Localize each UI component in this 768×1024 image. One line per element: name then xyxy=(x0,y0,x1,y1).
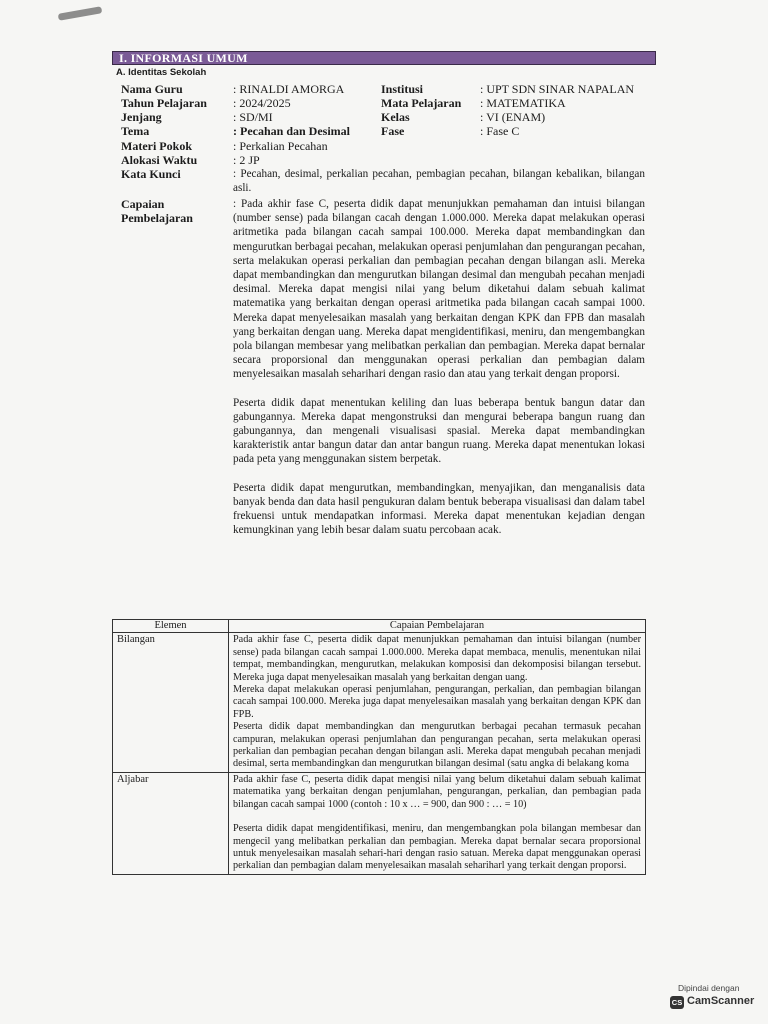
label-capaian-pembelajaran: Capaian Pembelajaran xyxy=(121,197,193,225)
value-tahun-pelajaran: : 2024/2025 xyxy=(233,96,291,110)
header-elemen: Elemen xyxy=(113,620,229,633)
section-subtitle: A. Identitas Sekolah xyxy=(116,67,207,78)
cell-paragraph: Peserta didik dapat mengidentifikasi, meniru, dan mengembangkan pola bilangan membesar dan mengecil yang melibatkan perkalian dan pembagian. Mereka dapat bernalar secara proporsional untuk menyelesaikan masalah sehari-hari dengan rasio satuan. Mereka dapat menggunakan operasi perkalian dan pembagian dalam menyelesaikan masalah sehariharl yang terkait dengan proporsi. xyxy=(233,823,641,872)
label-jenjang: Jenjang xyxy=(121,110,162,124)
capaian-cell xyxy=(229,772,646,874)
value-jenjang: : SD/MI xyxy=(233,110,273,124)
camscanner-logo-icon: CS xyxy=(671,998,683,1007)
value-kelas: : VI (ENAM) xyxy=(480,110,546,124)
capaian-narrative xyxy=(233,197,645,537)
label-mata-pelajaran: Mata Pelajaran xyxy=(381,96,462,110)
label-kelas: Kelas xyxy=(381,110,410,124)
kata-kunci-text xyxy=(233,167,645,195)
value-alokasi-waktu: : 2 JP xyxy=(233,153,260,167)
table-row xyxy=(113,633,646,772)
label-materi-pokok: Materi Pokok xyxy=(121,139,192,153)
pen-stroke-icon xyxy=(58,6,103,21)
value-tema: : Pecahan dan Desimal xyxy=(233,124,350,138)
table-header-row xyxy=(113,620,646,633)
capaian-paragraph: : Pada akhir fase C, peserta didik dapat menunjukkan pemahaman dan intuisi bilangan (number sense) pada bilangan cacah dengan 1.000.000. Mereka dapat melakukan operasi aritmetika pada bilangan cacah sampai 100.000. Mereka dapat membandingkan dan mengurutkan berbagai pecahan, melakukan operasi penjumlahan dan pengurangan pecahan, serta melakukan operasi perkalian dan pembagian pecahan dengan bilangan asli. Mereka dapat membandingkan dan mengurutkan bilangan desimal dan mengubah pecahan menjadi desimal. Mereka dapat mengisi nilai yang belum diketahui dalam sebuah kalimat matematika yang berkaitan dengan operasi aritmetika pada bilangan cacah sampai 1000. Mereka dapat menyelesaikan masalah yang berkaitan dengan KPK dan FPB dan masalah yang berkaitan dengan uang. Mereka dapat mengidentifikasi, meniru, dan mengembangkan pola bilangan membesar yang melibatkan perkalian dan pembagian. Mereka dapat bernalar secara proporsional dan menggunakan operasi perkalian dan pembagian dalam menyelesaikan masalah seharihari dengan rasio dan atau yang terkait dengan proporsi. xyxy=(233,198,645,381)
elemen-cell: Bilangan xyxy=(113,633,229,772)
label-kata-kunci: Kata Kunci xyxy=(121,167,181,181)
kata-kunci-value: : Pecahan, desimal, perkalian pecahan, pembagian pecahan, bilangan kebalikan, bilangan asli. xyxy=(233,168,645,195)
watermark-caption: Dipindai dengan xyxy=(678,983,740,993)
label-nama-guru: Nama Guru xyxy=(121,82,183,96)
capaian-cell xyxy=(229,633,646,772)
capaian-table xyxy=(112,619,646,875)
value-mata-pelajaran: : MATEMATIKA xyxy=(480,96,566,110)
value-materi-pokok: : Perkalian Pecahan xyxy=(233,139,328,153)
cell-paragraph: Peserta didik dapat membandingkan dan mengurutkan berbagai pecahan termasuk pecahan campuran, melakukan operasi penjumlahan dan pengurangan pecahan, serta melakukan operasi perkalian dan pembagian pecahan dengan bilangan asli. Mereka dapat mengubah pecahan menjadi desimal, serta membandingkan dan mengurutkan bilangan desimal (satu angka di belakang koma xyxy=(233,721,641,770)
label-fase: Fase xyxy=(381,124,405,138)
label-institusi: Institusi xyxy=(381,82,424,96)
header-capaian: Capaian Pembelajaran xyxy=(229,620,646,633)
cell-paragraph: Mereka dapat melakukan operasi penjumlahan, pengurangan, perkalian, dan pembagian bilangan cacah sampai 100.000. Mereka juga dapat menyelesaikan masalah yang berkaitan dengan KPK dan FPB. xyxy=(233,684,641,720)
elemen-cell: Aljabar xyxy=(113,772,229,874)
table-row xyxy=(113,772,646,874)
value-fase: : Fase C xyxy=(480,124,520,138)
label-alokasi-waktu: Alokasi Waktu xyxy=(121,153,198,167)
capaian-paragraph: Peserta didik dapat mengurutkan, membandingkan, menyajikan, dan menganalisis data banyak benda dan data hasil pengukuran dalam bentuk beberapa visualisasi dan dalam tabel frekuensi untuk mendapatkan informasi. Mereka dapat menentukan kejadian dengan kemungkinan yang lebih besar dalam suatu percobaan acak. xyxy=(233,481,645,537)
watermark-name: CamScanner xyxy=(687,995,755,1007)
section-header: I. INFORMASI UMUM xyxy=(112,51,656,65)
value-nama-guru: : RINALDI AMORGA xyxy=(233,82,345,96)
camscanner-watermark xyxy=(670,983,758,1013)
label-tema: Tema xyxy=(121,124,150,138)
value-institusi: : UPT SDN SINAR NAPALAN xyxy=(480,82,635,96)
capaian-paragraph: Peserta didik dapat menentukan keliling dan luas beberapa bentuk bangun datar dan gabungannya. Mereka dapat mengonstruksi dan mengurai beberapa bangun ruang dan gabungannya, dan mengenali visualisasi spasial. Mereka dapat membandingkan karakteristik antar bangun datar dan antar bangun ruang. Mereka dapat menentukan lokasi pada peta yang menggunakan sistem berpetak. xyxy=(233,396,645,466)
cell-paragraph: Pada akhir fase C, peserta didik dapat mengisi nilai yang belum diketahui dalam sebuah kalimat matematika yang berkaitan dengan penjumlahan, pengurangan, perkalian, dan pembagian pada bilangan cacah sampai 1000 (contoh : 10 x … = 900, dan 900 : … = 10) xyxy=(233,773,641,810)
label-tahun-pelajaran: Tahun Pelajaran xyxy=(121,96,207,110)
cell-paragraph: Pada akhir fase C, peserta didik dapat menunjukkan pemahaman dan intuisi bilangan (number sense) pada bilangan cacah sampai 1.000.000. Mereka dapat membaca, menulis, menentukan nilai tempat, membandingkan, mengurutkan, melakukan komposisi dan dekomposisi bilangan tersebut. Mereka juga dapat menyelesaikan masalah yang berkaitan dengan uang. xyxy=(233,634,641,683)
